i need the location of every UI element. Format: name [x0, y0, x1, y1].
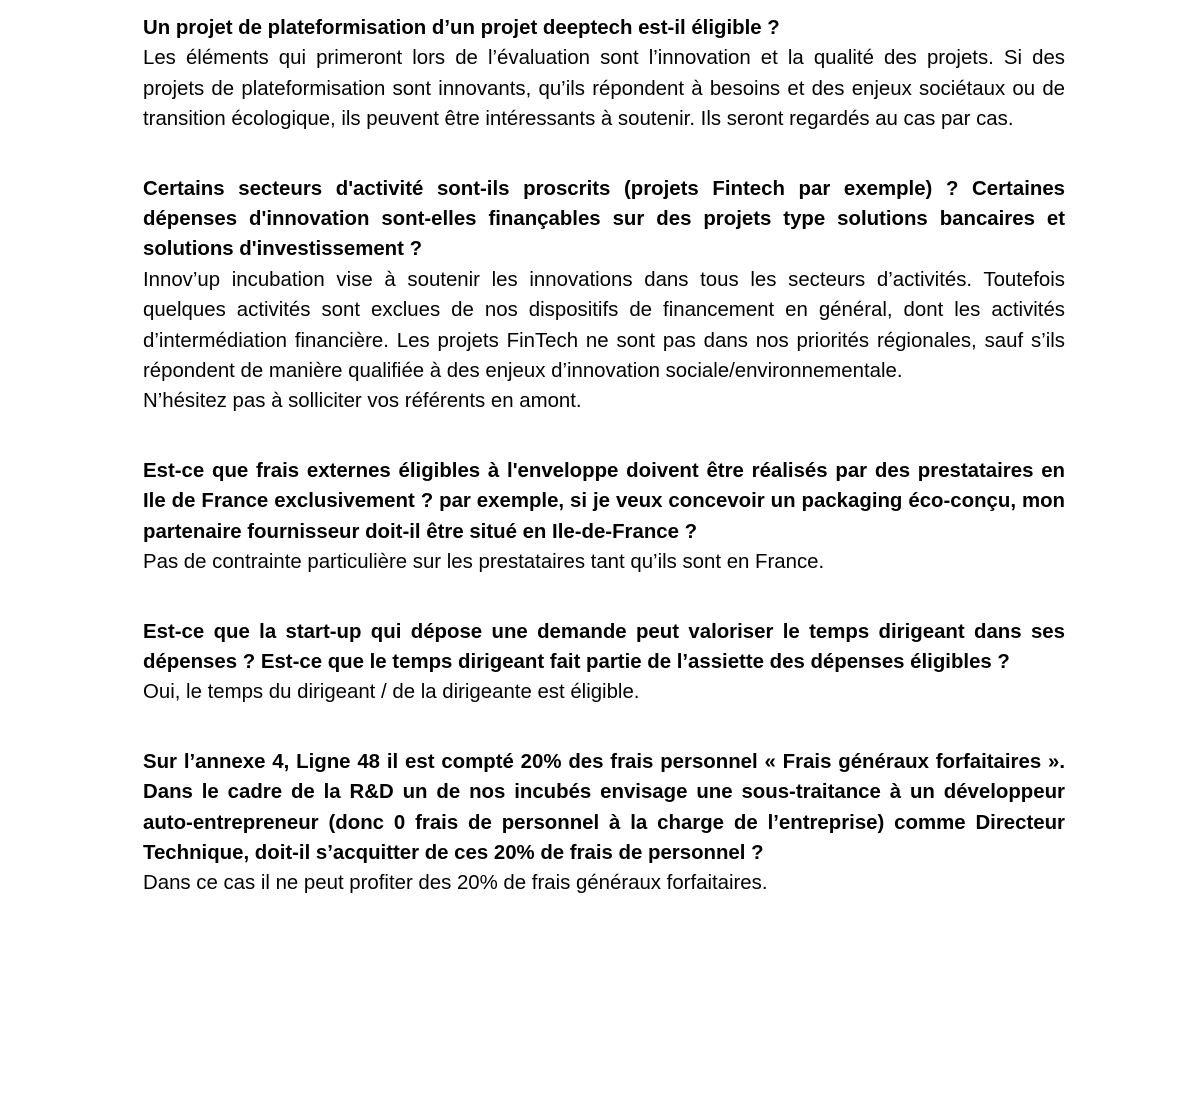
- faq-question: Est-ce que frais externes éligibles à l'enveloppe doivent être réalisés par des prestataires en Ile de France exclusivement ? par exemple, si je veux concevoir un packaging éco-conçu, mon partenaire fournisseur doit-il être situé en Ile-de-France ?: [143, 459, 1065, 543]
- faq-answer: [143, 868, 1065, 898]
- faq-list: [143, 13, 1065, 899]
- faq-question: Certains secteurs d'activité sont-ils proscrits (projets Fintech par exemple) ? Certaines dépenses d'innovation sont-elles finançables sur des projets type solutions bancaires et solutions d'investissement ?: [143, 177, 1065, 261]
- faq-answer-paragraph: Oui, le temps du dirigeant / de la dirigeante est éligible.: [143, 681, 640, 704]
- faq-answer: [143, 265, 1065, 417]
- faq-item: [143, 747, 1065, 899]
- faq-answer-paragraph: Innov’up incubation vise à soutenir les innovations dans tous les secteurs d’activités. Toutefois quelques activités sont exclues de nos dispositifs de financement en général, dont les activités d’intermédiation financière. Les projets FinTech ne sont pas dans nos priorités régionales, sauf s’ils répondent de manière qualifiée à des enjeux d’innovation sociale/environnementale.: [143, 268, 1065, 383]
- faq-question: Est-ce que la start-up qui dépose une demande peut valoriser le temps dirigeant dans ses dépenses ? Est-ce que le temps dirigeant fait partie de l’assiette des dépenses éligibles ?: [143, 620, 1065, 673]
- faq-item: [143, 617, 1065, 708]
- faq-item: [143, 456, 1065, 578]
- faq-item: [143, 174, 1065, 417]
- faq-answer: [143, 677, 1065, 707]
- faq-item: [143, 13, 1065, 135]
- faq-question: Sur l’annexe 4, Ligne 48 il est compté 20% des frais personnel « Frais généraux forfaitaires ». Dans le cadre de la R&D un de nos incubés envisage une sous-traitance à un développeur auto-entrepreneur (donc 0 frais de personnel à la charge de l’entreprise) comme Directeur Technique, doit-il s’acquitter de ces 20% de frais de personnel ?: [143, 750, 1065, 864]
- faq-answer-paragraph: Les éléments qui primeront lors de l’évaluation sont l’innovation et la qualité des projets. Si des projets de plateformisation sont innovants, qu’ils répondent à besoins et des enjeux sociétaux ou de transition écologique, ils peuvent être intéressants à soutenir. Ils seront regardés au cas par cas.: [143, 47, 1065, 131]
- faq-answer-paragraph: N’hésitez pas à solliciter vos référents en amont.: [143, 390, 582, 413]
- faq-question: Un projet de plateformisation d’un projet deeptech est-il éligible ?: [143, 17, 780, 39]
- faq-answer-paragraph: Dans ce cas il ne peut profiter des 20% de frais généraux forfaitaires.: [143, 872, 768, 895]
- faq-answer: [143, 43, 1065, 134]
- faq-answer: [143, 547, 1065, 577]
- faq-answer-paragraph: Pas de contrainte particulière sur les prestataires tant qu’ils sont en France.: [143, 551, 825, 574]
